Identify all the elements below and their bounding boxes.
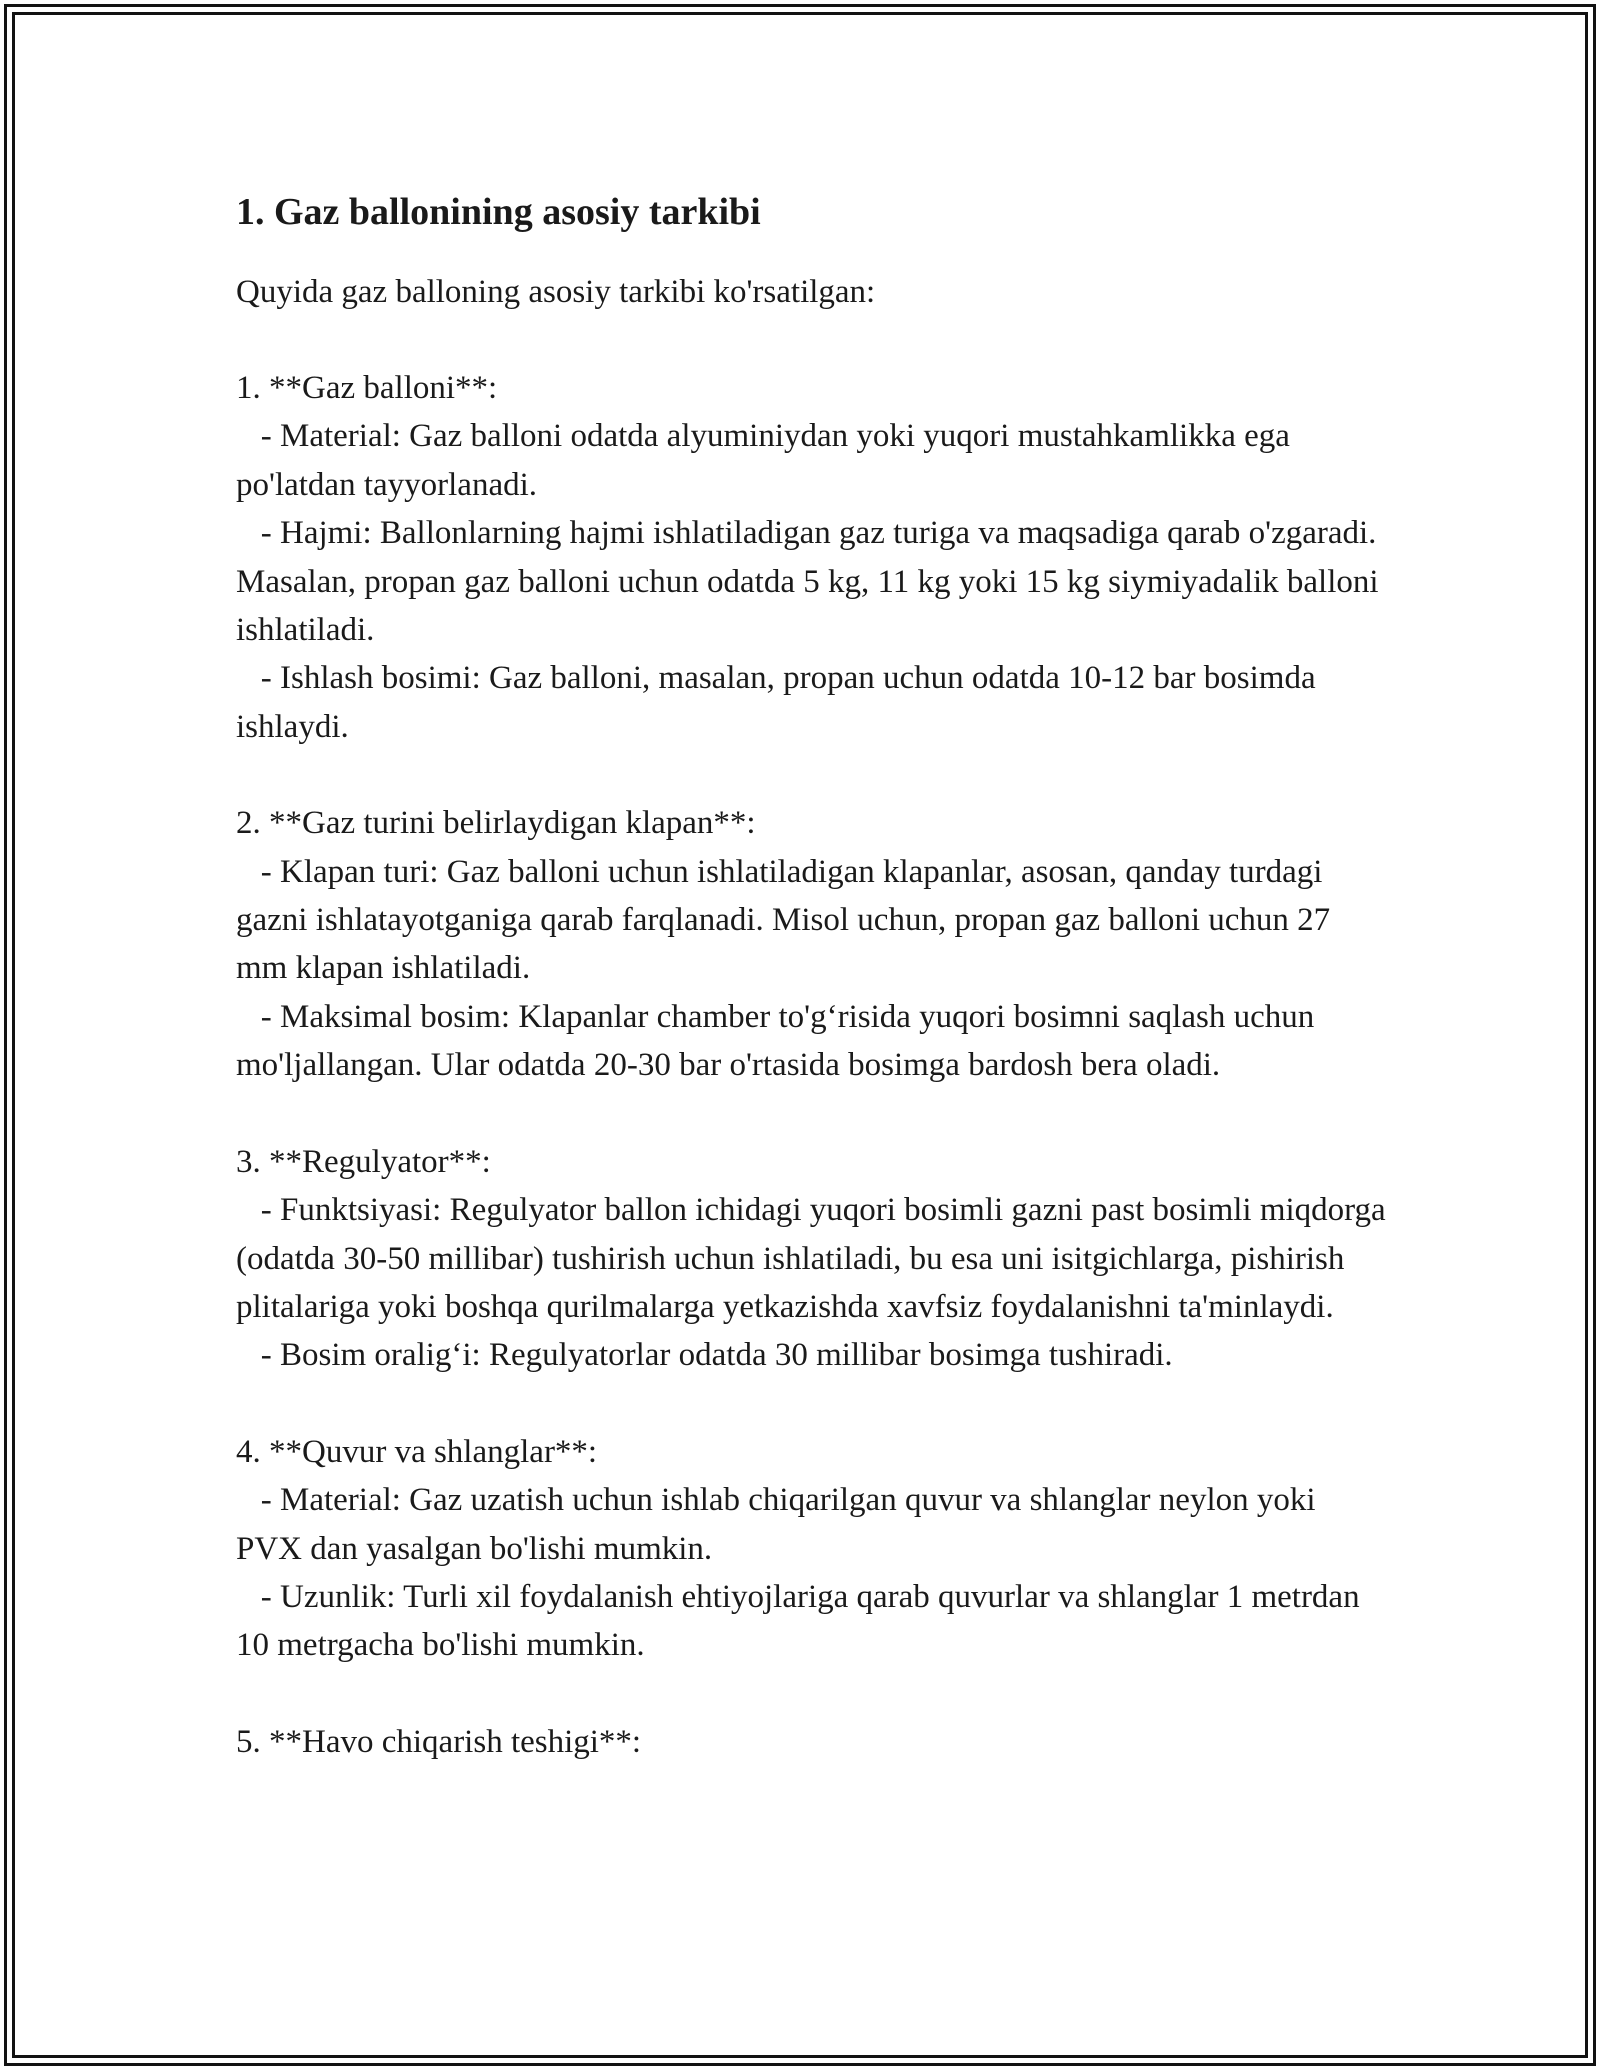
list-item: - Material: Gaz balloni odatda alyuminiydan yoki yuqori mustahkamlikka ega po'latdan tayyorlanadi. xyxy=(236,418,1299,503)
list-item: - Funktsiyasi: Regulyator ballon ichidagi yuqori bosimli gazni past bosimli miqdorga (odatda 30-50 millibar) tushirish uchun ishlatiladi, bu esa uni isitgichlarga, pishirish plitalariga yoki boshqa qurilmalarga yetkazishda xavfsiz foydalanishni ta'minlaydi. xyxy=(236,1192,1394,1325)
section-quvur-shlanglar xyxy=(236,1428,1386,1670)
list-item: - Hajmi: Ballonlarning hajmi ishlatiladigan gaz turiga va maqsadiga qarab o'zgaradi. Masalan, propan gaz balloni uchun odatda 5 kg, 11 kg yoki 15 kg siymiyadalik balloni ishlatiladi. xyxy=(236,515,1387,649)
intro-text: Quyida gaz balloning asosiy tarkibi ko'rsatilgan: xyxy=(236,274,876,310)
list-item: - Klapan turi: Gaz balloni uchun ishlatiladigan klapanlar, asosan, qanday turdagi gazni ishlatayotganiga qarab farqlanadi. Misol uchun, propan gaz balloni uchun 27 mm klapan ishlatiladi. xyxy=(236,853,1339,987)
section-havo-chiqarish xyxy=(236,1718,1386,1766)
page-title: 1. Gaz ballonining asosiy tarkibi xyxy=(236,191,761,233)
list-item: - Maksimal bosim: Klapanlar chamber to'g‘risida yuqori bosimni saqlash uchun mo'ljallangan. Ular odatda 20-30 bar o'rtasida bosimga bardosh bera oladi. xyxy=(236,998,1323,1084)
list-item: - Ishlash bosimi: Gaz balloni, masalan, propan uchun odatda 10-12 bar bosimda ishlaydi. xyxy=(236,660,1324,745)
section-heading: 1. **Gaz balloni**: xyxy=(236,370,498,406)
document-body xyxy=(236,188,1394,1766)
section-gaz-balloni xyxy=(236,364,1386,751)
section-heading: 5. **Havo chiqarish teshigi**: xyxy=(236,1723,642,1760)
section-klapan xyxy=(236,799,1386,1089)
list-item: - Bosim oralig‘i: Regulyatorlar odatda 30 millibar bosimga tushiradi. xyxy=(236,1337,1173,1374)
section-heading: 4. **Quvur va shlanglar**: xyxy=(236,1433,598,1470)
list-item: - Uzunlik: Turli xil foydalanish ehtiyojlariga qarab quvurlar va shlanglar 1 metrdan 10 metrgacha bo'lishi mumkin. xyxy=(236,1578,1368,1664)
section-heading: 3. **Regulyator**: xyxy=(236,1143,491,1180)
list-item: - Material: Gaz uzatish uchun ishlab chiqarilgan quvur va shlanglar neylon yoki PVX dan yasalgan bo'lishi mumkin. xyxy=(236,1482,1324,1567)
section-regulyator xyxy=(236,1138,1394,1380)
section-heading: 2. **Gaz turini belirlaydigan klapan**: xyxy=(236,805,756,842)
